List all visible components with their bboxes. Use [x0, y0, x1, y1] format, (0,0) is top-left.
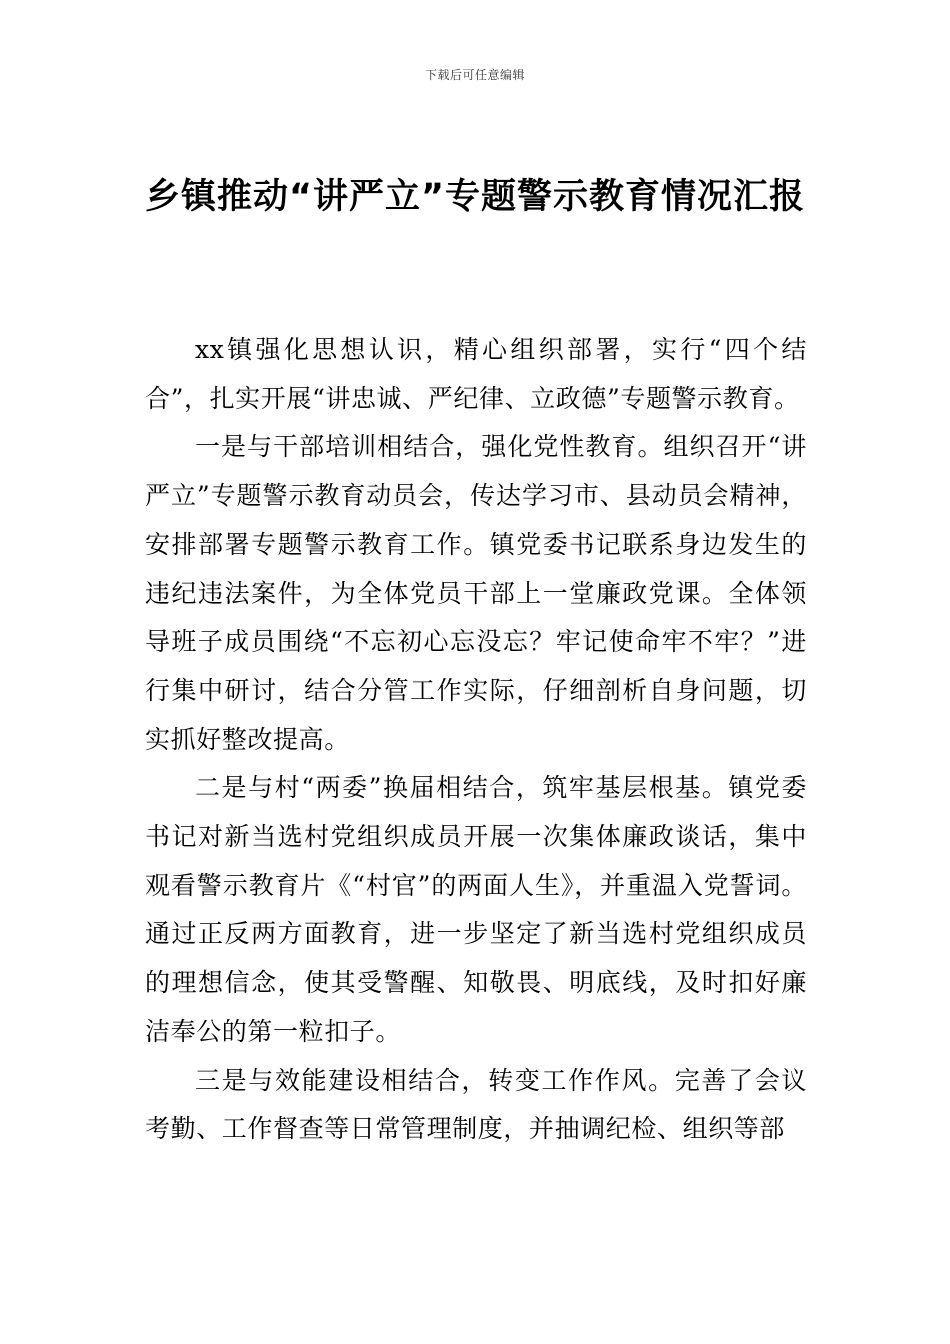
- header-note: 下载后可任意编辑: [424, 68, 525, 82]
- document-title: 乡镇推动“讲严立”专题警示教育情况汇报: [144, 177, 805, 217]
- document-body: [145, 326, 807, 1154]
- paragraph-1: 一是与干部培训相结合，强化党性教育。组织召开“讲严立”专题警示教育动员会，传达学习市、县动员会精神，安排部署专题警示教育工作。镇党委书记联系身边发生的违纪违法案件，为全体党员干部上一堂廉政党课。全体领导班子成员围绕“不忘初心忘没忘？牢记使命牢不牢？”进行集中研讨，结合分管工作实际，仔细剖析自身问题，切实抓好整改提高。: [145, 432, 807, 754]
- paragraph-intro: xx镇强化思想认识，精心组织部署，实行“四个结合”，扎实开展“讲忠诚、严纪律、立政德”专题警示教育。: [145, 335, 807, 413]
- paragraph-3: 三是与效能建设相结合，转变工作作风。完善了会议考勤、工作督查等日常管理制度，并抽调纪检、组织等部: [145, 1065, 807, 1144]
- paragraph-2: 二是与村“两委”换届相结合，筑牢基层根基。镇党委书记对新当选村党组织成员开展一次集体廉政谈话，集中观看警示教育片《“村官”的两面人生》，并重温入党誓词。通过正反两方面教育，进一步坚定了新当选村党组织成员的理想信念，使其受警醒、知敬畏、明底线，及时扣好廉洁奉公的第一粒扣子。: [145, 773, 807, 1046]
